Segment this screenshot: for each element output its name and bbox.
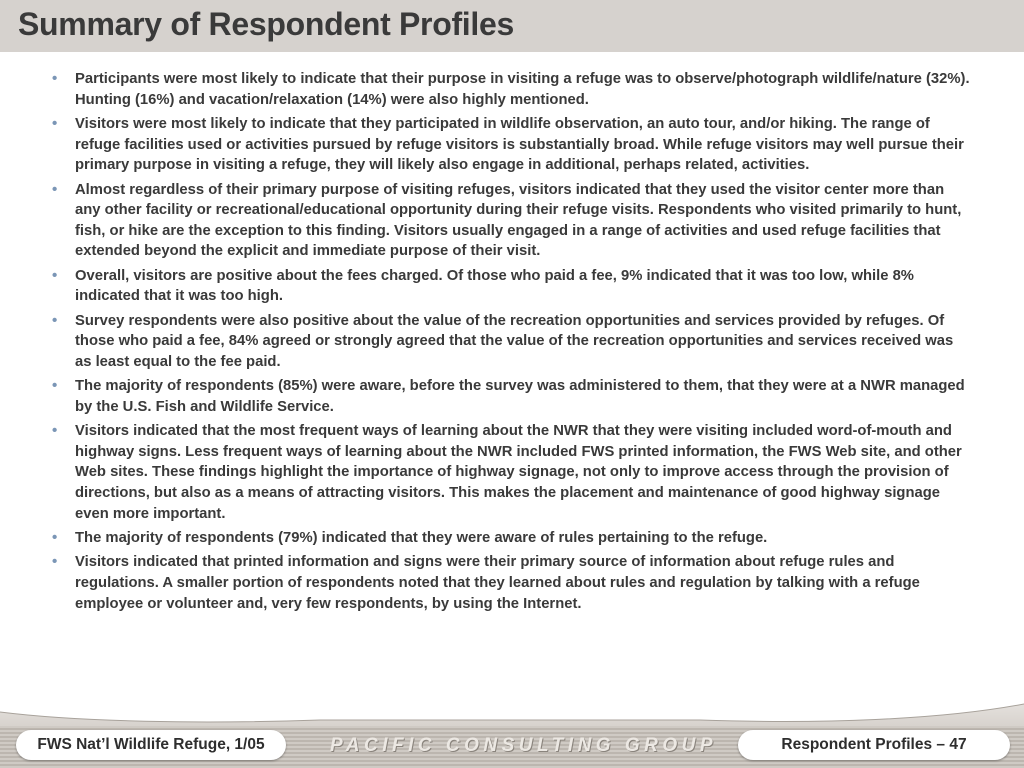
- list-item: [52, 376, 972, 417]
- bullet-icon: •: [52, 377, 58, 395]
- list-item: [52, 528, 972, 549]
- bullet-icon: •: [52, 529, 58, 547]
- bullet-icon: •: [52, 266, 58, 284]
- bullet-text: Overall, visitors are positive about the fees charged. Of those who paid a fee, 9% indicated that it was too low, while 8% indicated that it was too high.: [75, 267, 914, 305]
- bullet-text: Visitors were most likely to indicate that they participated in wildlife observation, an auto tour, and/or hiking. The range of refuge facilities used or activities pursued by refuge visitors is substantially broad. While refuge visitors may well pursue their primary purpose in visiting a refuge, they will likely also engage in additional, perhaps related, activities.: [75, 115, 964, 174]
- bullet-text: Visitors indicated that printed information and signs were their primary source of information about refuge rules and regulations. A smaller portion of respondents noted that they learned about rules and regulation by talking with a refuge employee or volunteer and, very few respondents, by using the Internet.: [75, 554, 920, 612]
- bullet-icon: •: [52, 114, 58, 132]
- bullet-icon: •: [52, 311, 58, 329]
- title-bar: [0, 0, 1024, 52]
- bullet-icon: •: [52, 422, 58, 440]
- list-item: [52, 69, 972, 110]
- brand-logo: PACIFIC CONSULTING GROUP: [330, 735, 718, 756]
- list-item: [52, 311, 972, 373]
- bullet-text: The majority of respondents (85%) were aware, before the survey was administered to them, that they were at a NWR managed by the U.S. Fish and Wildlife Service.: [75, 378, 965, 415]
- list-item: [52, 552, 972, 614]
- page-title: Summary of Respondent Profiles: [18, 6, 514, 42]
- bullet-text: Almost regardless of their primary purpose of visiting refuges, visitors indicated that they used the visitor center more than any other facility or recreational/educational opportunity during their refuge visits. Respondents who visited primarily to hunt, fish, or hike are the exception to this finding. Visitors usually engaged in a range of activities and used refuge facilities that extended beyond the explicit and immediate purpose of their visit.: [75, 181, 962, 260]
- bullet-icon: •: [52, 553, 58, 571]
- list-item: [52, 114, 972, 176]
- list-item: [52, 180, 972, 262]
- footer-left-label: FWS Nat’l Wildlife Refuge, 1/05: [16, 730, 286, 760]
- bullet-icon: •: [52, 70, 58, 87]
- bullet-text: The majority of respondents (79%) indicated that they were aware of rules pertaining to the refuge.: [75, 530, 768, 547]
- bullet-text: Visitors indicated that the most frequent ways of learning about the NWR that they were visiting included word-of-mouth and highway signs. Less frequent ways of learning about the NWR included FWS printed information, the FWS Web site, and other Web sites. These findings highlight the importance of highway signage, not only to improve access through the provision of directions, but also as a means of attracting visitors. This makes the placement and maintenance of good highway signage even more important.: [75, 423, 962, 522]
- bullet-text: Participants were most likely to indicate that their purpose in visiting a refuge was to observe/photograph wildlife/nature (32%). Hunting (16%) and vacation/relaxation (14%) were also highly mentioned.: [75, 71, 970, 108]
- bullet-list: [52, 69, 972, 618]
- list-item: [52, 266, 972, 307]
- bullet-icon: •: [52, 180, 58, 198]
- bullet-text: Survey respondents were also positive about the value of the recreation opportunities and services provided by refuges. Of those who paid a fee, 84% agreed or strongly agreed that the value of the recreation opportunities and services received was as least equal to the fee paid.: [75, 312, 954, 370]
- list-item: [52, 421, 972, 524]
- footer-page-label: Respondent Profiles – 47: [738, 730, 1010, 760]
